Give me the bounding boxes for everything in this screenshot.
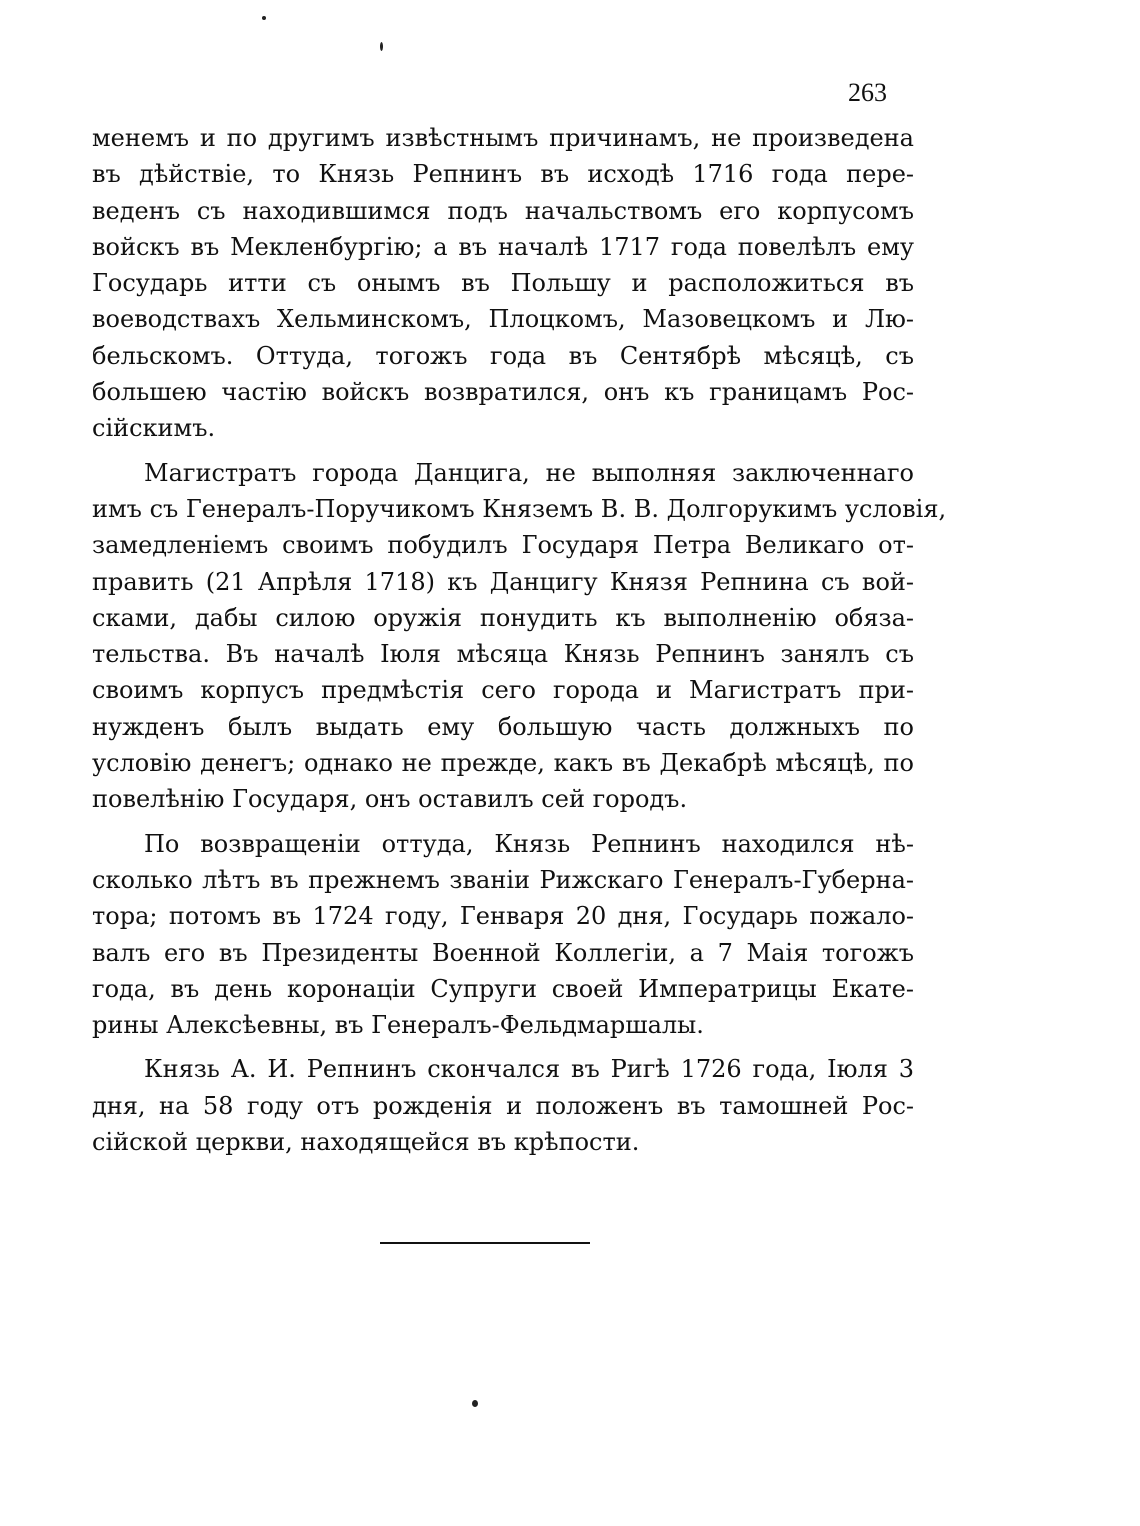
text-line: своимъ корпусъ предмѣстія сего города и Магистратъ при- [92, 676, 914, 705]
text-line: Государь итти съ онымъ въ Польшу и расположиться въ [92, 269, 914, 298]
text-line: большею частію войскъ возвратился, онъ къ границамъ Рос- [92, 378, 914, 407]
text-line: По возвращеніи оттуда, Князь Репнинъ находился нѣ- [144, 829, 914, 858]
text-line: Магистратъ города Данцига, не выполняя заключеннаго [144, 458, 914, 487]
print-speck [472, 1400, 478, 1407]
print-speck [262, 16, 266, 20]
text-line: сійскимъ. [92, 414, 216, 443]
text-line: дня, на 58 году отъ рожденія и положенъ въ тамошней Рос- [92, 1091, 914, 1120]
text-line: повелѣнію Государя, онъ оставилъ сей городъ. [92, 785, 688, 814]
text-line: въ дѣйствіе, то Князь Репнинъ въ исходѣ 1716 года пере- [92, 160, 914, 189]
text-line: веденъ съ находившимся подъ начальствомъ его корпусомъ [92, 196, 914, 225]
text-line: сійской церкви, находящейся въ крѣпости. [92, 1128, 640, 1157]
text-line: сками, дабы силою оружія понудить къ выполненію обяза- [92, 603, 914, 632]
text-line: менемъ и по другимъ извѣстнымъ причинамъ, не произведена [92, 124, 914, 152]
paragraph-4 [92, 1051, 914, 1160]
text-line: сколько лѣтъ въ прежнемъ званіи Рижскаго Генералъ-Губерна- [92, 865, 914, 894]
page-number: 263 [848, 78, 887, 107]
text-line: тора; потомъ въ 1724 году, Генваря 20 дня, Государь пожало- [92, 902, 914, 931]
text-line: войскъ въ Мекленбургію; а въ началѣ 1717 года повелѣлъ ему [92, 232, 914, 261]
text-line: года, въ день коронаціи Супруги своей Императрицы Екате- [92, 974, 914, 1003]
text-line: валъ его въ Президенты Военной Коллегіи, а 7 Маія тогожъ [92, 938, 914, 967]
text-line: Князь А. И. Репнинъ скончался въ Ригѣ 1726 года, Іюля 3 [144, 1055, 914, 1084]
text-line: имъ съ Генералъ-Поручикомъ Княземъ В. В. Долгорукимъ условія, [92, 494, 947, 523]
text-line: править (21 Апрѣля 1718) къ Данцигу Князя Репнина съ вой- [92, 567, 914, 596]
section-divider [380, 1242, 590, 1244]
text-line: рины Алексѣевны, въ Генералъ-Фельдмаршалы. [92, 1011, 704, 1040]
paragraph-3 [92, 826, 914, 1044]
paragraph-2 [92, 455, 947, 818]
text-line: тельства. Въ началѣ Іюля мѣсяца Князь Репнинъ занялъ съ [92, 640, 914, 669]
text-line: замедленіемъ своимъ побудилъ Государя Петра Великаго от- [92, 531, 914, 560]
paragraph-1 [92, 120, 914, 447]
body-text [92, 120, 947, 1168]
text-line: бельскомъ. Оттуда, тогожъ года въ Сентябрѣ мѣсяцѣ, съ [92, 341, 914, 370]
text-line: воеводствахъ Хельминскомъ, Плоцкомъ, Мазовецкомъ и Лю- [92, 305, 914, 334]
print-speck [380, 42, 383, 51]
text-line: нужденъ былъ выдать ему большую часть должныхъ по [92, 712, 914, 741]
text-line: условію денегъ; однако не прежде, какъ въ Декабрѣ мѣсяцѣ, по [92, 749, 914, 778]
